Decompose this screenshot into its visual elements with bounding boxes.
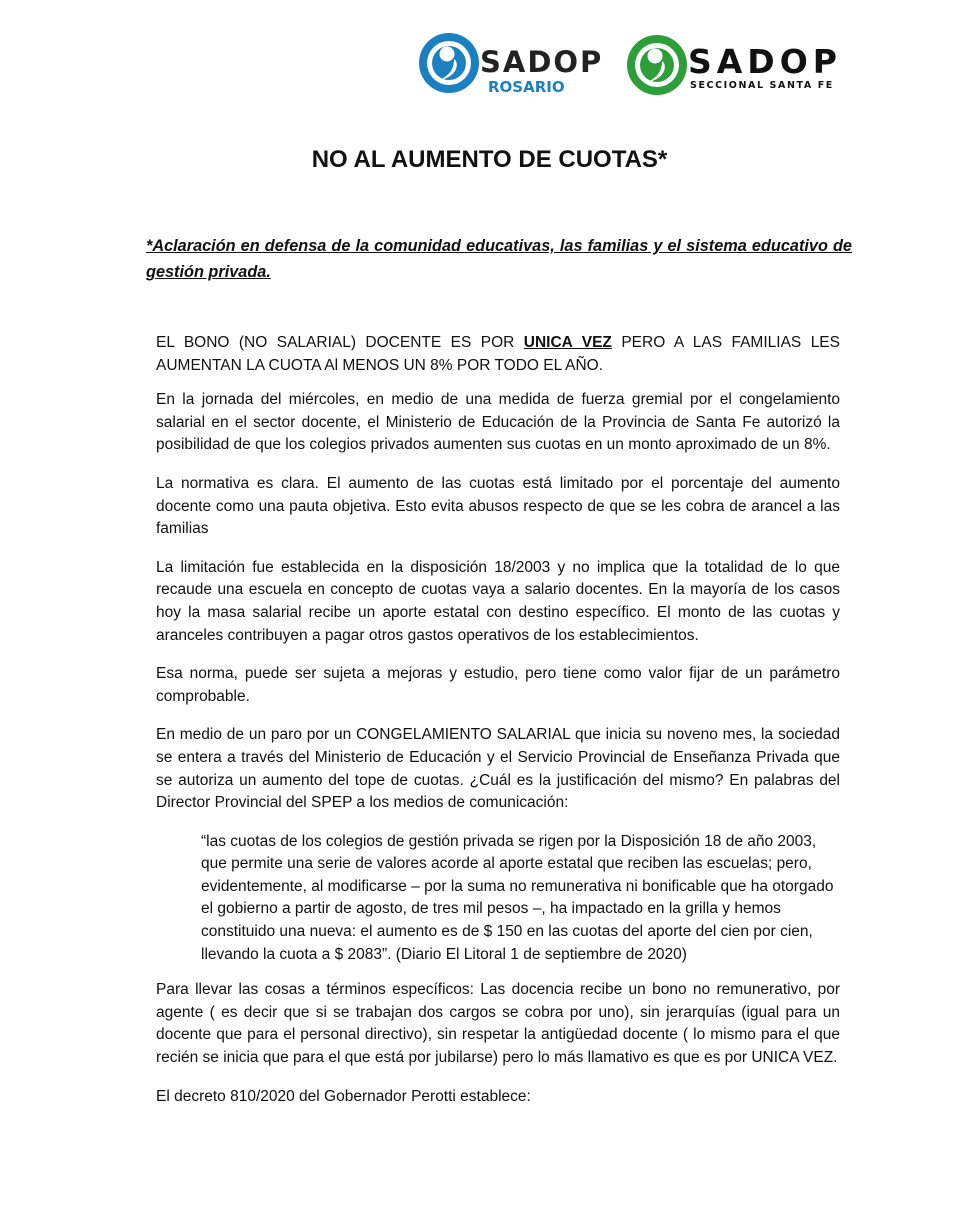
paragraph: El decreto 810/2020 del Gobernador Perotti establece: bbox=[156, 1087, 531, 1105]
quote-block: “las cuotas de los colegios de gestión privada se rigen por la Disposición 18 de año 2003, que permite una serie de valores acorde al aporte estatal que reciben las escuelas; pero, evidentemente, al modificarse – por la suma no remunerativa ni bonificable que ha otorgado el gobierno a partir de agosto, de tres mil pesos –, ha impactado en la grilla y hemos constituido una nueva: el aumento es de $ 150 en las cuotas del aporte del cien por cien, llevando la cuota a $ 2083”. (Diario El Litoral 1 de septiembre de 2020) bbox=[201, 832, 834, 963]
intro-paragraph bbox=[156, 332, 840, 377]
paragraph: Para llevar las cosas a términos específicos: Las docencia recibe un bono no remunerativo, por agente ( es decir que si se trabajan dos cargos se cobra por uno), sin jerarquías (igual para un docente que para el personal directivo), sin respetar la antigüedad docente ( lo mismo para el que recién se inicia que para el que está por jubilarse) pero lo más llamativo es que es por UNICA VEZ. bbox=[156, 981, 840, 1067]
clarification-note: *Aclaración en defensa de la comunidad educativas, las familias y el sistema educativo de gestión privada. bbox=[146, 237, 852, 281]
logo-right-title: SADOP bbox=[688, 42, 842, 81]
sadop-santa-fe-logo bbox=[626, 30, 848, 100]
intro-text-before: EL BONO (NO SALARIAL) DOCENTE ES POR bbox=[156, 334, 524, 351]
sadop-rosario-logo bbox=[418, 30, 618, 100]
paragraph: La limitación fue establecida en la disposición 18/2003 y no implica que la totalidad de lo que recaude una escuela en concepto de cuotas vaya a salario docentes. En la mayoría de los casos hoy la masa salarial recibe un aporte estatal con destino específico. El monto de las cuotas y aranceles contribuyen a pagar otros gastos operativos de los establecimientos. bbox=[156, 558, 840, 644]
logo-left-subtitle: ROSARIO bbox=[488, 78, 565, 96]
header-logos bbox=[418, 30, 848, 100]
document-body bbox=[156, 332, 840, 1124]
paragraph: En medio de un paro por un CONGELAMIENTO SALARIAL que inicia su noveno mes, la sociedad se entera a través del Ministerio de Educación y el Servicio Provincial de Enseñanza Privada que se autoriza un aumento del tope de cuotas. ¿Cuál es la justificación del mismo? En palabras del Director Provincial del SPEP a los medios de comunicación: bbox=[156, 726, 840, 812]
sadop-santa-fe-emblem-icon bbox=[626, 30, 688, 96]
logo-right-subtitle: SECCIONAL SANTA FE bbox=[690, 80, 834, 91]
document-title: NO AL AUMENTO DE CUOTAS* bbox=[311, 146, 668, 173]
paragraph: Esa norma, puede ser sujeta a mejoras y estudio, pero tiene como valor fijar de un parámetro comprobable. bbox=[156, 665, 840, 705]
sadop-rosario-emblem-icon bbox=[418, 30, 480, 96]
paragraph: La normativa es clara. El aumento de las cuotas está limitado por el porcentaje del aumento docente como una pauta objetiva. Esto evita abusos respecto de que se les cobra de arancel a las familias bbox=[156, 474, 840, 538]
logo-left-title: SADOP bbox=[480, 45, 604, 79]
intro-text-after: PERO A LAS FAMILIAS LES AUMENTAN LA CUOTA Al MENOS UN 8% POR TODO EL AÑO. bbox=[156, 334, 840, 374]
paragraph: En la jornada del miércoles, en medio de una medida de fuerza gremial por el congelamiento salarial en el sector docente, el Ministerio de Educación de la Provincia de Santa Fe autorizó la posibilidad de que los colegios privados aumenten sus cuotas en un monto aproximado de un 8%. bbox=[156, 391, 840, 454]
intro-emphasis: UNICA VEZ bbox=[523, 334, 612, 351]
